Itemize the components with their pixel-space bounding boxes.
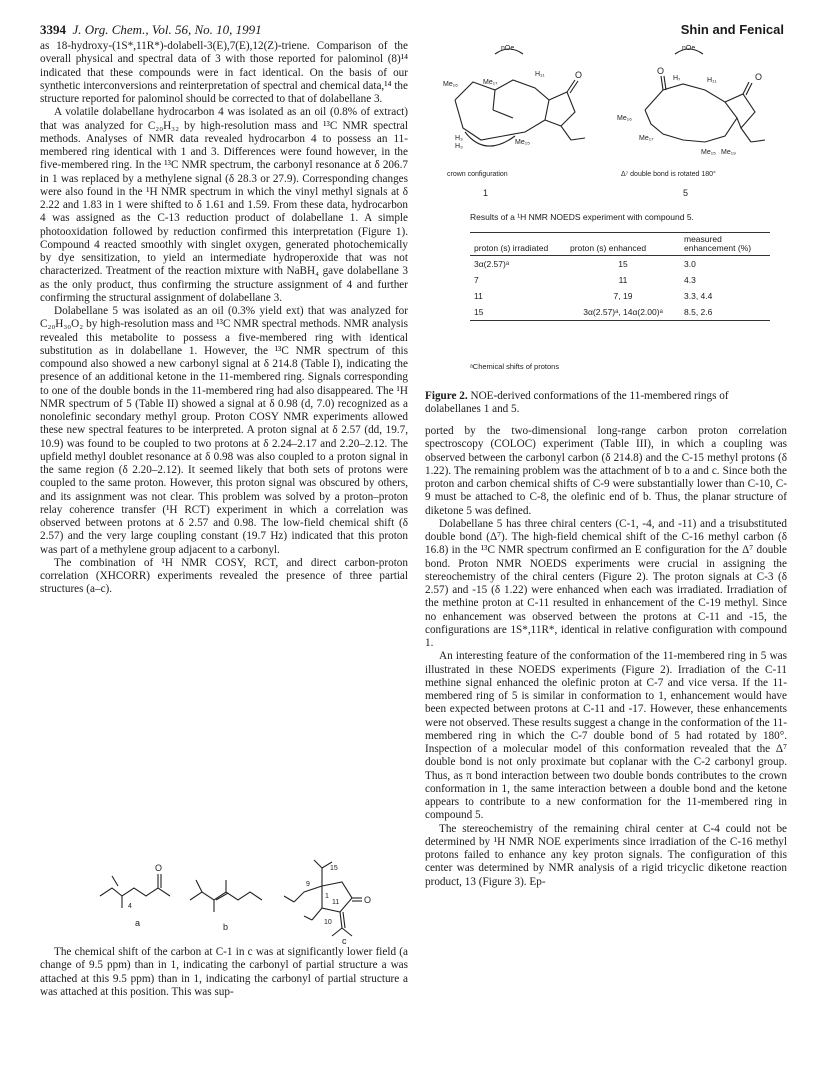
partial-structure-a (100, 863, 170, 928)
table-cell: 3α(2.57)ᵃ, 14α(2.00)ᵃ (566, 304, 680, 321)
left-column-body-continued (40, 946, 408, 999)
atom-label: H₁₁ (535, 71, 545, 78)
structure-label-b: b (223, 922, 229, 932)
paragraph: The combination of ¹H NMR COSY, RCT, and direct carbon-proton correlation (XHCORR) experiments revealed the presence of three partial structures (a–c). (40, 556, 408, 596)
partial-structure-b (190, 880, 262, 932)
figure-caption-label: Figure 2. (425, 390, 468, 402)
table-cell: 8.5, 2.6 (680, 304, 770, 321)
running-header (40, 22, 262, 38)
table-cell: 15 (618, 259, 628, 269)
paragraph: as 18-hydroxy-(1S*,11R*)-dolabell-3(E),7(E),12(Z)-triene. Comparison of the overall physical and spectral data of 3 with those reported for palominol (8)¹⁴ indicated that these compounds were in fact identical. On the basis of our synthetic interconversions and reinterpretation of spectral and chemical data,¹⁴ the structure reported for palominol should be corrected to that of dolabellane 3. (40, 40, 408, 105)
atom-label: 11 (332, 899, 340, 906)
table-row (470, 304, 770, 321)
table-cell: 11 (618, 275, 628, 285)
structure-compound-5 (617, 45, 765, 156)
table-row (470, 256, 770, 273)
atom-label: Me₁₆ (617, 115, 632, 122)
atom-label: Me₁₆ (443, 81, 458, 88)
compound-number: 5 (683, 188, 689, 198)
atom-label: 10 (324, 919, 332, 926)
compound-number: 1 (483, 188, 489, 198)
noe-results-table (470, 232, 770, 321)
noe-table-title: Results of a ¹H NMR NOEDS experiment with compound 5. (470, 212, 694, 222)
table-cell: 7 (474, 275, 479, 285)
table-row (470, 272, 770, 288)
table-cell: 7, 19 (613, 291, 633, 301)
atom-label: Me₁₅ (515, 139, 530, 146)
atom-label: Me₁₉ (721, 149, 736, 156)
atom-label: 4 (128, 903, 132, 910)
table-cell: 3α(2.57)ᵃ (474, 259, 510, 269)
figure-2-conformations (425, 40, 787, 200)
table-cell: 15 (470, 304, 566, 321)
paragraph: The stereochemistry of the remaining chiral center at C-4 could not be determined by ¹H NMR NOE experiments since irradiation of the C-16 methyl protons failed to enhance any key proton signals. The configuration of this center was determined by NMR analysis of a rigid tricyclic diketone reaction product, 13 (Figure 3). Ep- (425, 822, 787, 888)
atom-label: O (155, 863, 163, 873)
noe-label: nOe (682, 45, 696, 52)
paragraph: Dolabellane 5 has three chiral centers (C-1, -4, and -11) and a trisubstituted double bond (Δ⁷). The high-field chemical shift of the C-16 methyl carbon (δ 16.8) in the ¹³C NMR spectrum confirmed an E configuration for the Δ⁷ double bond. Proton NMR NOEDS experiments were crucial in assigning the stereochemistry of the chiral centers (Figure 2). The proton signals at C-3 (δ 2.57) and -15 (δ 1.22) were enhanced when each was irradiated. Irradiation of the methine proton at C-11 resulted in enhancement of the C-19 methyl. Since no enhancement was observed between the protons at C-11 and -15, the configurations are 1S*,11R*, identical in relative configuration with compound 1. (425, 517, 787, 649)
atom-label: O (657, 66, 665, 76)
figure-caption-text: NOE-derived conformations of the 11-membered rings of dolabellanes 1 and 5. (425, 390, 729, 416)
atom-label: Me₁₇ (639, 135, 654, 142)
paragraph: Dolabellane 5 was isolated as an oil (0.3% yield ext) that was analyzed for C₂₀H₃₀O₂ by high-resolution mass and ¹³C NMR spectral methods. NMR analysis revealed this metabolite to possess a five-membered ring with identical substitution as in dolabellane 1. However, the ¹³C NMR spectrum of this compound also showed a new carbonyl signal at δ 214.8 (Table I), indicating the presence of an additional ketone in the 11-membered ring. Signals corresponding to one of the double bonds in the 11-membered ring had also disappeared. The ¹H NMR spectrum of 5 (Table II) showed a signal at δ 0.98 (d, 7.0) recognized as a nonolefinic secondary methyl group. Proton COSY NMR experiments allowed these new spectral features to be interpreted. A proton signal at δ 2.57 (dd, 19.7, 10.9) was found to be coupled to two protons at δ 2.24–2.17 and 2.20–2.12. The upfield methyl doublet resonance at δ 0.98 was also coupled to a proton signal in the same region (δ 2.20–2.12). It seemed likely that both sets of protons were coupled to the same proton. However, this proton signal was obscured by others, and its assignment was not clear. This problem was solved by a proton–proton relay coherence transfer (¹H RCT) experiment in which a correlation was observed between protons at δ 2.57 and 0.98. The low-field chemical shift (δ 2.57) and the very large coupling constant (19.7 Hz) indicated that this proton was part of a methylene group adjacent to a carbonyl. (40, 305, 408, 556)
table-cell: 4.3 (684, 275, 696, 285)
table-cell: 11 (474, 291, 483, 301)
partial-structures-figure (90, 856, 390, 946)
figure-caption (425, 390, 787, 417)
structure-label-c: c (342, 936, 347, 946)
right-column-body (425, 425, 787, 889)
atom-label: H₃ (455, 143, 463, 150)
structure-compound-1 (443, 45, 585, 150)
table-row (470, 288, 770, 304)
paragraph: The chemical shift of the carbon at C-1 in c was at significantly lower field (a change of 9.5 ppm) than in 1, indicating the carbonyl of partial structure a was attached at this 9.5 ppm) than in 1, indicating the carbonyl of partial structure a was attached at this position. This was sup- (40, 946, 408, 998)
atom-label: O (755, 72, 763, 82)
atom-label: Me₁₇ (483, 79, 498, 86)
paragraph: A volatile dolabellane hydrocarbon 4 was isolated as an oil (0.8% of extract) that was analyzed for C₂₀H₃₂ by high-resolution mass and ¹³C NMR spectral methods. Analyses of NMR data revealed hydrocarbon 4 to possess an 11-membered ring identical with 1 and 3. Differences were found however, in the five-membered ring. In the ¹³C NMR spectrum, the carbonyl resonance at δ 206.7 in 1 was replaced by a methylene signal (δ 28.3 or 27.9). Corresponding changes were also found in the ¹H NMR spectrum in which the vinyl methyl signals at δ 2.22 and 1.83 in 1 were shifted to δ 1.61 and 1.59. From these data, hydrocarbon 4 was assigned as the C-13 reduction product of dolabellane 1. A simple photooxidation followed by reduction confirmed this interpretation (Figure 1). Compound 4 reacted smoothly with singlet oxygen, generated photochemically by dye sensitization, to yield an intermediate hydroperoxide that was not characterized. Treatment of the reaction mixture with NaBH₄ gave dolabellane 3 as the only product, thus confirming the structure assignment of 4 and further confirming the structural assignment of dolabellane 3. (40, 106, 408, 304)
atom-label: 9 (306, 881, 310, 888)
column-header: proton (s) enhanced (566, 233, 680, 256)
table-cell: 3.0 (684, 259, 696, 269)
atom-label: 1 (325, 893, 329, 900)
column-header: measured enhancement (%) (680, 233, 770, 256)
column-header: proton (s) irradiated (470, 233, 566, 256)
left-column-body (40, 40, 408, 597)
atom-label: H₁₁ (707, 77, 717, 84)
label-crown-configuration: crown configuration (447, 171, 508, 178)
journal-name: J. Org. Chem., (72, 22, 149, 37)
atom-label: Me₁₅ (701, 149, 716, 156)
table-footnote: ᵃChemical shifts of protons (470, 362, 560, 371)
paragraph: ported by the two-dimensional long-range carbon proton correlation spectroscopy (COLOC) experiment (Table III), in which a coupling was observed between the carbonyl carbon (δ 214.8) and the C-15 methyl protons (δ 1.22). The remaining problem was the attachment of b to a and c. Since both the proton and carbon chemical shifts of C-9 were substantially lower than C-10, C-9 must be attached to C-8, the olefinic end of b. Thus, the planar structure of diketone 5 was defined. (425, 425, 787, 517)
noe-label: nOe (501, 45, 515, 52)
label-rotated-double-bond: Δ⁷ double bond is rotated 180° (621, 171, 716, 178)
volume-info: Vol. 56, No. 10, 1991 (151, 22, 262, 37)
atom-label: 15 (330, 865, 338, 872)
partial-structure-c (284, 860, 371, 946)
atom-label: O (364, 895, 372, 905)
authors-header: Shin and Fenical (680, 22, 784, 37)
structure-label-a: a (135, 918, 141, 928)
atom-label: H₇ (673, 75, 681, 82)
paragraph: An interesting feature of the conformation of the 11-membered ring in 5 was illustrated in these NOEDS experiments (Figure 2). Irradiation of the C-11 methine signal enhanced the olefinic proton at C-7 and vice versa. If the 11-membered ring of 5 is similar in conformation to 1, enhancement would have been expected between protons at C-11 and -17. However, these enhancements were not observed. These results suggest a change in the conformation of the 11-membered ring in which the C-7 double bond of 5 had rotated by 180°. Inspection of a molecular model of this conformation revealed that the Δ⁷ double bond is not only proximate but coplanar with the C-2 carbonyl group. Thus, as π bond interaction between two double bonds contributes to the crown conformation in 1, the same interaction between a double bond and the ketone appears to contribute to a new conformation for the 11-membered ring in compound 5. (425, 650, 787, 822)
atom-label: O (575, 70, 583, 80)
table-cell: 3.3, 4.4 (684, 291, 713, 301)
atom-label: H₃ (455, 135, 463, 142)
table-header-row (470, 233, 770, 256)
page-number: 3394 (40, 22, 66, 37)
